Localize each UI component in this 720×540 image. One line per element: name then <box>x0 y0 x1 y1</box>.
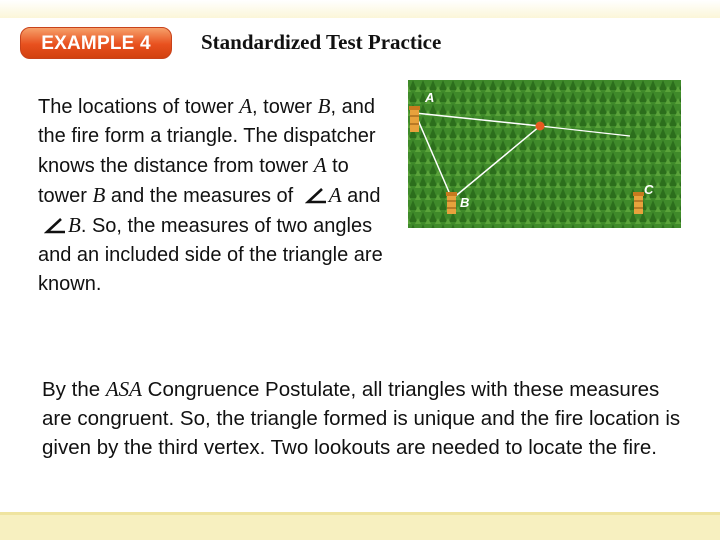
label-b: B <box>460 195 470 210</box>
angle-symbol-icon <box>305 188 327 204</box>
tower-b-icon <box>446 192 457 214</box>
text-run: By the <box>42 378 106 401</box>
label-a: A <box>425 90 435 105</box>
tower-a-icon <box>409 106 420 132</box>
text-run: , and the fire form a triangle. The dispatcher knows the distance from tower <box>38 96 376 177</box>
text-run: , tower <box>252 96 318 118</box>
forest-map-figure <box>408 80 681 228</box>
conclusion-paragraph <box>42 375 682 462</box>
variable-b: B <box>317 94 331 118</box>
tower-c-icon <box>633 192 644 214</box>
variable-a: A <box>313 153 327 177</box>
text-run: and the measures of <box>105 185 299 207</box>
top-stripe <box>0 0 720 18</box>
variable-b: B <box>92 183 106 207</box>
page-title: Standardized Test Practice <box>201 30 442 54</box>
variable-b: B <box>68 213 81 237</box>
variable-a: A <box>328 183 342 207</box>
text-run: and <box>341 185 381 207</box>
bottom-stripe <box>0 512 720 540</box>
text-run: . So, the measures of two angles and an included side of the triangle are known. <box>38 215 383 295</box>
postulate-name: ASA <box>105 377 142 401</box>
problem-paragraph <box>38 92 398 299</box>
text-run: Congruence Postulate, all triangles with these measures are congruent. So, the triangle formed is unique and the fire location is given by the third vertex. Two lookouts are needed to locate the fire. <box>42 378 681 459</box>
fire-icon <box>536 122 545 131</box>
variable-a: A <box>239 94 253 118</box>
label-c: C <box>644 182 654 197</box>
example-badge: EXAMPLE 4 <box>20 27 172 59</box>
angle-symbol-icon <box>44 218 66 234</box>
text-run: The locations of tower <box>38 96 240 118</box>
text-run: to tower <box>38 155 349 207</box>
